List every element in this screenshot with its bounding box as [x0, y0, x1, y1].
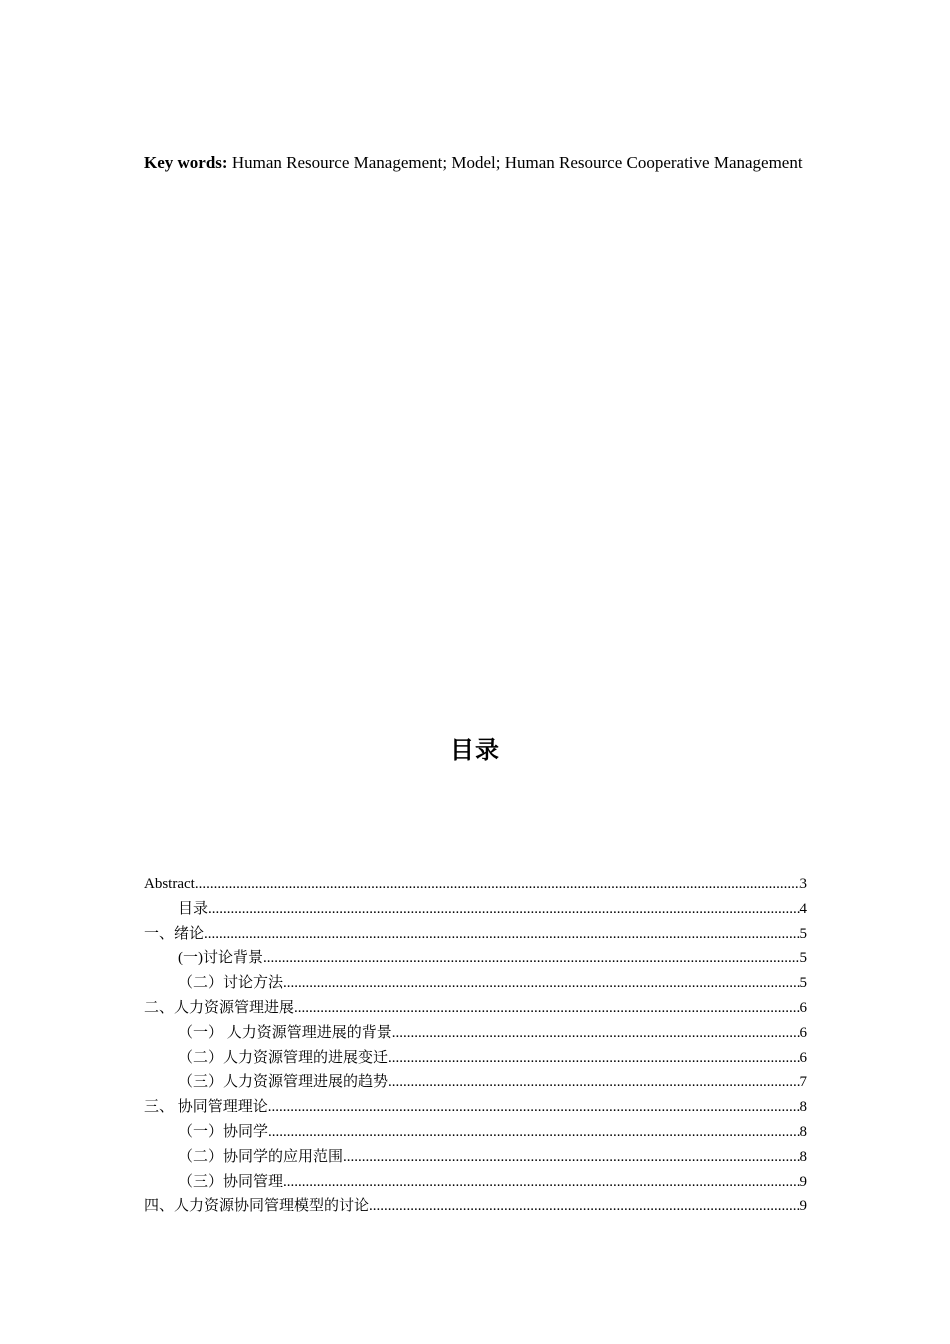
- toc-entry-page-number: 4: [799, 900, 807, 917]
- toc-entry-label: Abstract: [144, 876, 195, 892]
- toc-entry-label: （二）协同学的应用范围: [178, 1148, 344, 1165]
- toc-entry-label: （一）协同学: [178, 1123, 269, 1140]
- toc-entry-label: 目录: [178, 900, 209, 917]
- keywords-paragraph: [144, 150, 806, 175]
- toc-entry[interactable]: [144, 1170, 807, 1195]
- toc-entry-page-number: 5: [799, 975, 807, 992]
- toc-entry-label: 二、人力资源管理进展: [144, 999, 295, 1016]
- toc-entry[interactable]: [144, 1145, 807, 1170]
- toc-entry[interactable]: [144, 996, 807, 1021]
- toc-dot-leader: [283, 1170, 799, 1195]
- toc-entry-page-number: 6: [799, 1024, 807, 1041]
- toc-dot-leader: [369, 1194, 799, 1219]
- table-of-contents: [144, 872, 807, 1219]
- toc-entry[interactable]: [144, 1021, 807, 1046]
- toc-entry-page-number: 9: [799, 1198, 807, 1215]
- toc-entry-page-number: 5: [799, 950, 807, 967]
- toc-entry-label: （三）人力资源管理进展的趋势: [178, 1074, 389, 1091]
- toc-entry-page-number: 5: [799, 925, 807, 942]
- toc-dot-leader: [388, 1070, 799, 1095]
- keywords-text: Human Resource Management; Model; Human Resource Cooperative Management: [227, 153, 803, 172]
- toc-entry[interactable]: [144, 971, 807, 996]
- toc-entry-label: 一、绪论: [144, 925, 205, 942]
- toc-dot-leader: [392, 1021, 800, 1046]
- toc-entry[interactable]: [144, 897, 807, 922]
- toc-entry[interactable]: [144, 1046, 807, 1071]
- toc-dot-leader: [268, 1095, 800, 1120]
- toc-dot-leader: [263, 946, 800, 971]
- toc-entry-label: 四、人力资源协同管理模型的讨论: [144, 1198, 370, 1215]
- toc-dot-leader: [204, 922, 799, 947]
- toc-entry-page-number: 7: [799, 1074, 807, 1091]
- toc-dot-leader: [294, 996, 799, 1021]
- toc-entry[interactable]: [144, 1120, 807, 1145]
- toc-entry-page-number: 8: [799, 1148, 807, 1165]
- toc-dot-leader: [268, 1120, 799, 1145]
- toc-entry-label: 三、 协同管理理论: [144, 1099, 268, 1116]
- toc-title: 目录: [450, 736, 500, 764]
- toc-entry[interactable]: [144, 1070, 807, 1095]
- toc-dot-leader: [208, 897, 799, 922]
- toc-entry-page-number: 6: [799, 999, 807, 1016]
- toc-entry-label: （三）协同管理: [178, 1173, 284, 1190]
- toc-dot-leader: [283, 971, 799, 996]
- keywords-label: Key words:: [144, 153, 228, 172]
- toc-entry-page-number: 8: [799, 1123, 807, 1140]
- toc-entry[interactable]: [144, 872, 807, 897]
- toc-entry-label: (一)讨论背景: [178, 950, 263, 967]
- toc-entry-label: （二）人力资源管理的进展变迁: [178, 1049, 389, 1066]
- toc-entry[interactable]: [144, 1194, 807, 1219]
- toc-entry[interactable]: [144, 946, 807, 971]
- toc-entry[interactable]: [144, 922, 807, 947]
- toc-entry-page-number: 3: [799, 876, 807, 892]
- toc-entry[interactable]: [144, 1095, 807, 1120]
- toc-entry-page-number: 9: [799, 1173, 807, 1190]
- toc-dot-leader: [195, 872, 800, 897]
- toc-entry-page-number: 6: [799, 1049, 807, 1066]
- toc-entry-label: （二）讨论方法: [178, 975, 284, 992]
- toc-entry-page-number: 8: [799, 1099, 807, 1116]
- toc-dot-leader: [388, 1046, 799, 1071]
- toc-dot-leader: [343, 1145, 799, 1170]
- toc-entry-label: （一） 人力资源管理进展的背景: [178, 1024, 392, 1041]
